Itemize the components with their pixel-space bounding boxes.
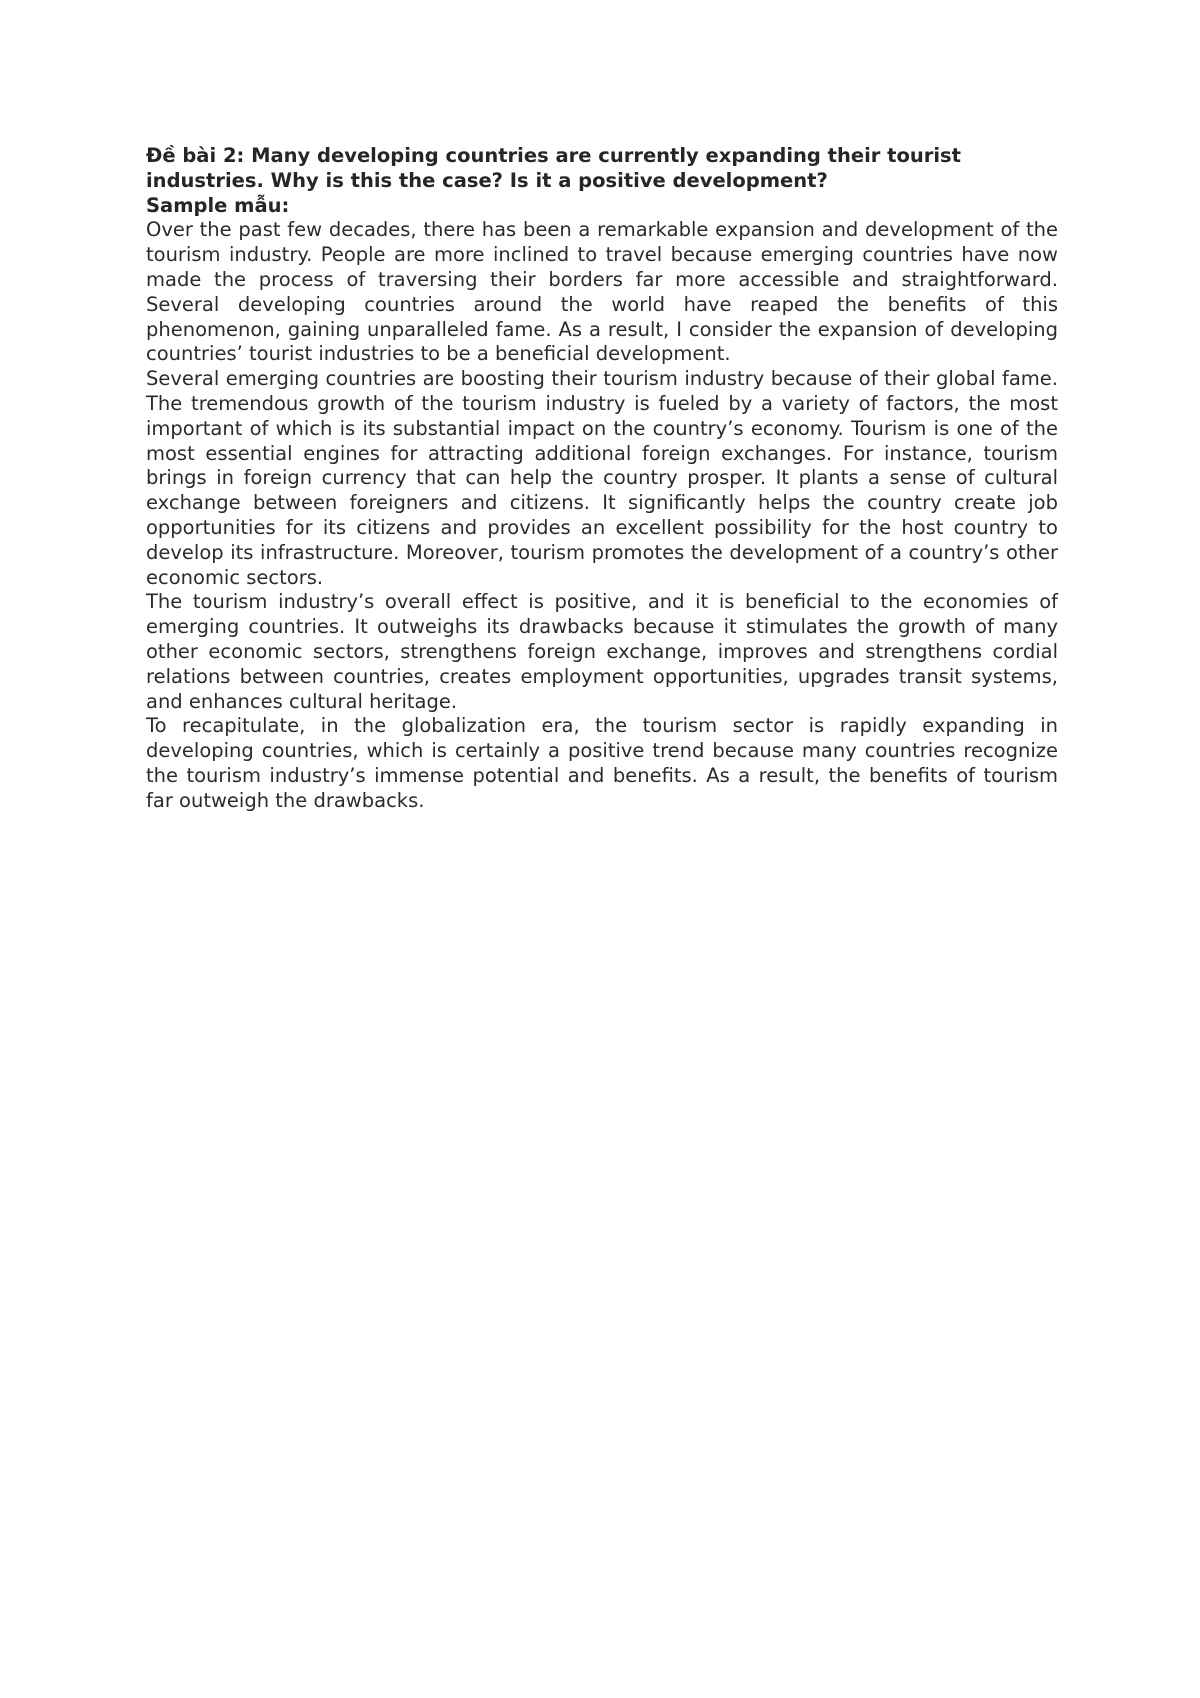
paragraph-body-effects: The tourism industry’s overall effect is positive, and it is beneficial to the economies of emerging countries. It outweighs its drawbacks because it stimulates the growth of many other economic sectors, strengthens foreign exchange, improves and strengthens cordial relations between countries, creates employment opportunities, upgrades transit systems, and enhances cultural heritage.	[146, 590, 1058, 713]
paragraph-conclusion: To recapitulate, in the globalization era, the tourism sector is rapidly expanding in developing countries, which is certainly a positive trend because many countries recognize the tourism industry’s immense potential and benefits. As a result, the benefits of tourism far outweigh the drawbacks.	[146, 714, 1058, 812]
paragraph-introduction: Over the past few decades, there has been a remarkable expansion and development of the tourism industry. People are more inclined to travel because emerging countries have now made the process of traversing their borders far more accessible and straightforward. Several developing countries around the world have reaped the benefits of this phenomenon, gaining unparalleled fame. As a result, I consider the expansion of developing countries’ tourist industries to be a beneficial development.	[146, 218, 1058, 366]
sample-heading: Sample mẫu:	[146, 193, 290, 217]
essay-prompt-heading: Đề bài 2: Many developing countries are currently expanding their tourist industries. Why is this the case? Is it a positive development?	[146, 144, 961, 192]
paragraph-body-reasons: Several emerging countries are boosting their tourism industry because of their global fame. The tremendous growth of the tourism industry is fueled by a variety of factors, the most important of which is its substantial impact on the country’s economy. Tourism is one of the most essential engines for attracting additional foreign exchanges. For instance, tourism brings in foreign currency that can help the country prosper. It plants a sense of cultural exchange between foreigners and citizens. It significantly helps the country create job opportunities for its citizens and provides an excellent possibility for the host country to develop its infrastructure. Moreover, tourism promotes the development of a country’s other economic sectors.	[146, 367, 1058, 589]
document-body	[146, 144, 1058, 814]
